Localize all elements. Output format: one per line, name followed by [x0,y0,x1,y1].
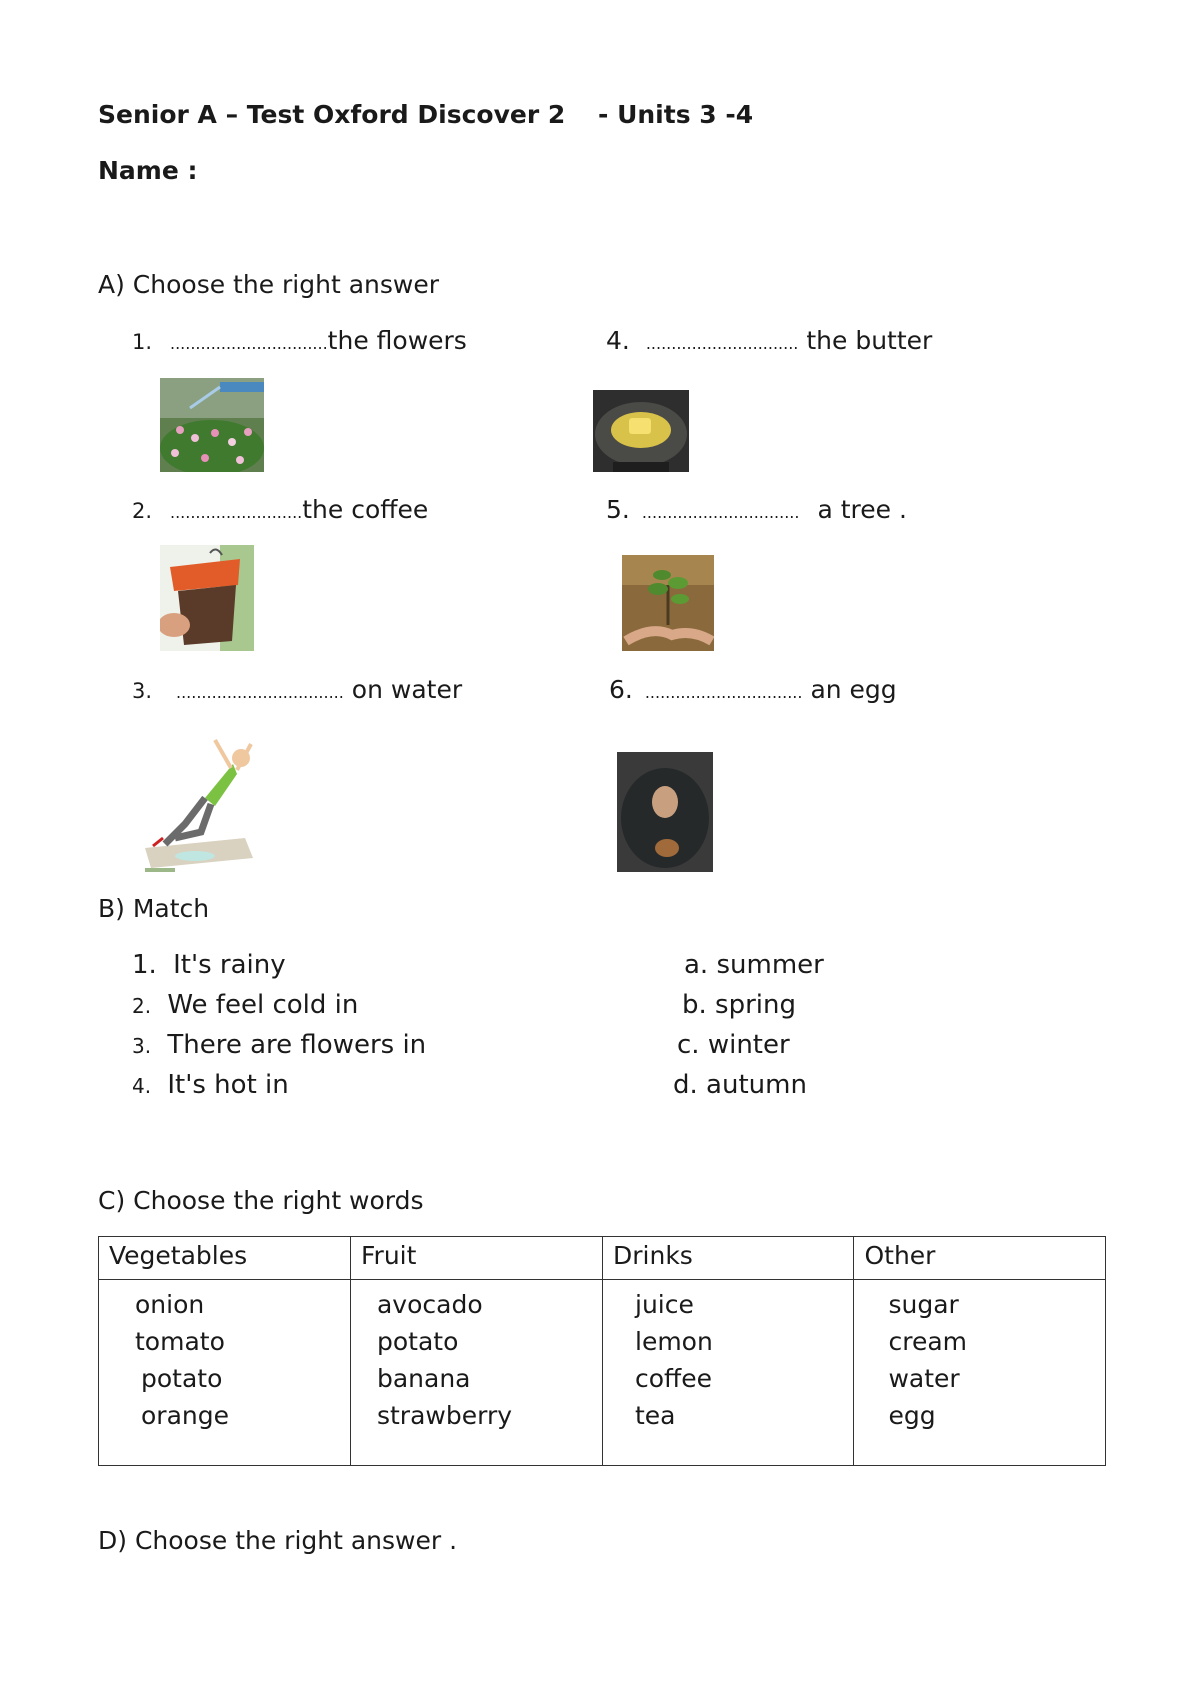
units-label: - Units 3 -4 [598,100,754,129]
match-text: There are flowers in [167,1030,427,1060]
slipping-man-image [145,728,255,874]
name-label: Name : [98,156,198,185]
question-text: an egg [810,675,897,704]
word-item[interactable]: potato [376,1327,459,1356]
question-4 [606,326,932,355]
section-a-heading: A) Choose the right answer [98,270,440,299]
match-left-item-1 [132,950,286,980]
question-6 [609,675,897,704]
question-number: 1. [132,330,153,354]
word-item[interactable]: strawberry [376,1401,513,1430]
question-text: the flowers [327,326,467,355]
question-number: 6. [609,675,633,704]
answer-blank[interactable]: ............................... [644,683,803,702]
column-header-drinks: Drinks [603,1237,854,1280]
word-item[interactable]: onion [135,1290,205,1319]
match-right-item-c: c. winter [677,1030,790,1060]
melting-butter-image [593,390,689,472]
question-number: 5. [606,495,630,524]
word-item[interactable]: water [888,1364,960,1393]
answer-blank[interactable]: ............................... [170,334,328,353]
match-text: It's hot in [167,1070,289,1100]
word-item[interactable]: potato [141,1364,223,1393]
match-number: 3. [132,1034,152,1058]
other-cell [854,1280,1106,1466]
match-number: 4. [132,1074,152,1098]
word-item[interactable]: lemon [635,1327,713,1356]
match-right-item-b: b. spring [682,990,796,1020]
question-number: 4. [606,326,630,355]
question-5 [606,495,907,524]
match-text: It's rainy [173,950,286,980]
word-item[interactable]: cream [888,1327,967,1356]
word-item[interactable]: juice [635,1290,694,1319]
column-header-other: Other [854,1237,1106,1280]
word-item[interactable]: coffee [635,1364,713,1393]
words-table [98,1236,1106,1466]
column-header-fruit: Fruit [350,1237,602,1280]
word-item[interactable]: sugar [888,1290,959,1319]
answer-blank[interactable]: .............................. [645,334,799,353]
answer-blank[interactable]: ............................... [641,503,800,522]
frying-egg-image [617,752,713,872]
drinks-cell [603,1280,854,1466]
planting-tree-image [622,555,714,651]
table-header-row [99,1237,1106,1280]
section-d-heading: D) Choose the right answer . [98,1526,458,1555]
word-item[interactable]: banana [376,1364,471,1393]
word-item[interactable]: avocado [376,1290,483,1319]
question-3 [132,675,462,704]
match-number: 1. [132,950,157,980]
pouring-coffee-image [160,545,254,651]
answer-blank[interactable]: ................................. [176,683,344,702]
question-text: the coffee [302,495,429,524]
match-right-item-d: d. autumn [673,1070,807,1100]
section-c-heading: C) Choose the right words [98,1186,424,1215]
vegetables-cell [99,1280,351,1466]
test-title: Senior A – Test Oxford Discover 2 [98,100,566,129]
question-2 [132,495,428,524]
fruit-cell [350,1280,602,1466]
question-1 [132,326,467,355]
question-text: on water [351,675,463,704]
question-number: 3. [132,679,153,703]
watering-flowers-image [160,378,264,472]
match-right-item-a: a. summer [684,950,824,980]
column-header-vegetables: Vegetables [99,1237,351,1280]
match-left-item-4 [132,1070,289,1100]
answer-blank[interactable]: .......................... [170,503,303,522]
question-text: a tree . [817,495,907,524]
match-left-item-2 [132,990,358,1020]
word-item[interactable]: egg [888,1401,936,1430]
match-text: We feel cold in [167,990,359,1020]
section-b-heading: B) Match [98,894,210,923]
word-item[interactable]: tea [635,1401,676,1430]
word-item[interactable]: orange [141,1401,229,1430]
match-left-item-3 [132,1030,426,1060]
match-number: 2. [132,994,152,1018]
table-row [99,1280,1106,1466]
word-item[interactable]: tomato [135,1327,225,1356]
question-text: the butter [806,326,933,355]
question-number: 2. [132,499,153,523]
